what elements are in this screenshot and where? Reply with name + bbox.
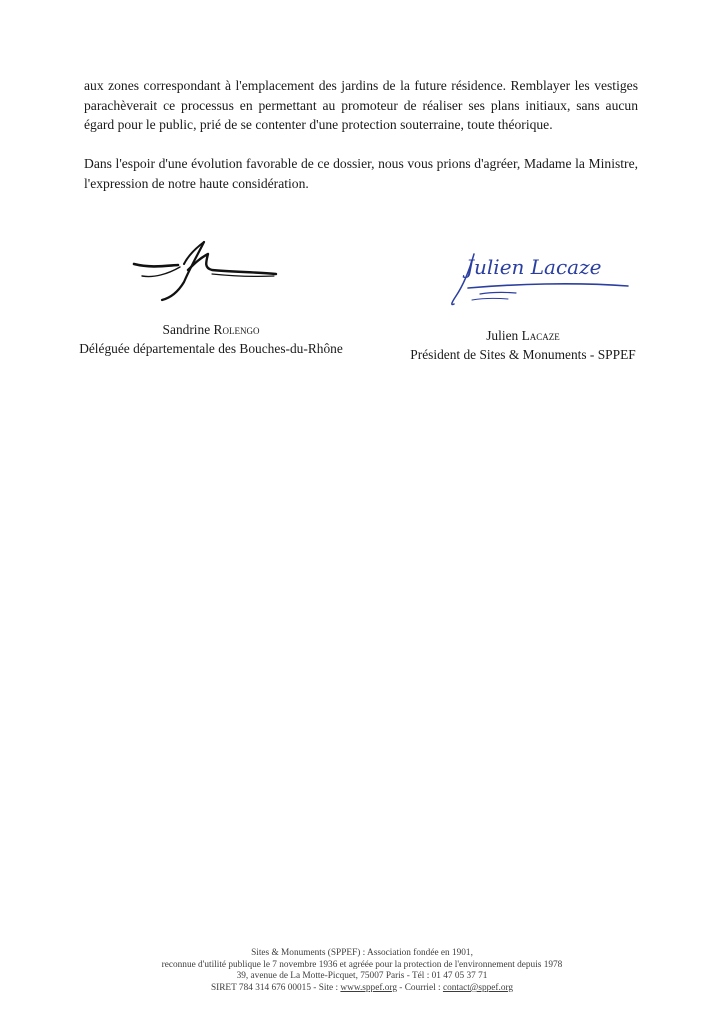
footer-line-1: Sites & Monuments (SPPEF) : Association fondée en 1901, <box>251 948 473 958</box>
signature-left-image <box>128 234 282 302</box>
signature-left-block <box>58 320 364 358</box>
footer-line-3: 39, avenue de La Motte-Picquet, 75007 Paris - Tél : 01 47 05 37 71 <box>236 971 488 982</box>
signatory-right-first-name: Julien <box>486 328 519 343</box>
signatory-left-last-name: Rolengo <box>213 322 260 337</box>
letter-paragraph-1: aux zones correspondant à l'emplacement des jardins de la future résidence. Remblayer les vestiges parachèverait ce processus en permettant au promoteur de réaliser ses plans initiaux, sans aucun égard pour le public, prié de se contenter d'une protection souterraine, toute théorique. <box>84 78 638 132</box>
footer-email-label: - Courriel : <box>396 982 443 993</box>
signatory-left-first-name: Sandrine <box>162 322 211 337</box>
letterhead-footer <box>100 948 624 994</box>
signatory-left-name <box>58 320 364 339</box>
letter-paragraph-2: Dans l'espoir d'une évolution favorable de ce dossier, nous vous prions d'agréer, Madame la Ministre, l'expression de notre haute considération. <box>84 156 638 191</box>
signature-right-handwriting: Julien Lacaze <box>466 255 602 279</box>
footer-email-link[interactable]: contact@sppef.org <box>442 982 514 993</box>
footer-site-link[interactable]: www.sppef.org <box>340 982 397 993</box>
signatory-right-last-name: Lacaze <box>521 328 560 343</box>
signature-right-block <box>392 326 654 364</box>
signatory-left-title: Déléguée départementale des Bouches-du-Rhône <box>79 341 343 356</box>
footer-siret: SIRET 784 314 676 00015 - Site : <box>210 982 341 993</box>
signatory-right-name <box>392 326 654 345</box>
footer-line-2: reconnue d'utilité publique le 7 novembre 1936 et agréée pour la protection de l'environnement depuis 1978 <box>161 959 563 970</box>
signatory-right-title: Président de Sites & Monuments - SPPEF <box>410 347 636 362</box>
footer-line-4 <box>100 983 624 995</box>
signature-right-image <box>444 246 636 316</box>
